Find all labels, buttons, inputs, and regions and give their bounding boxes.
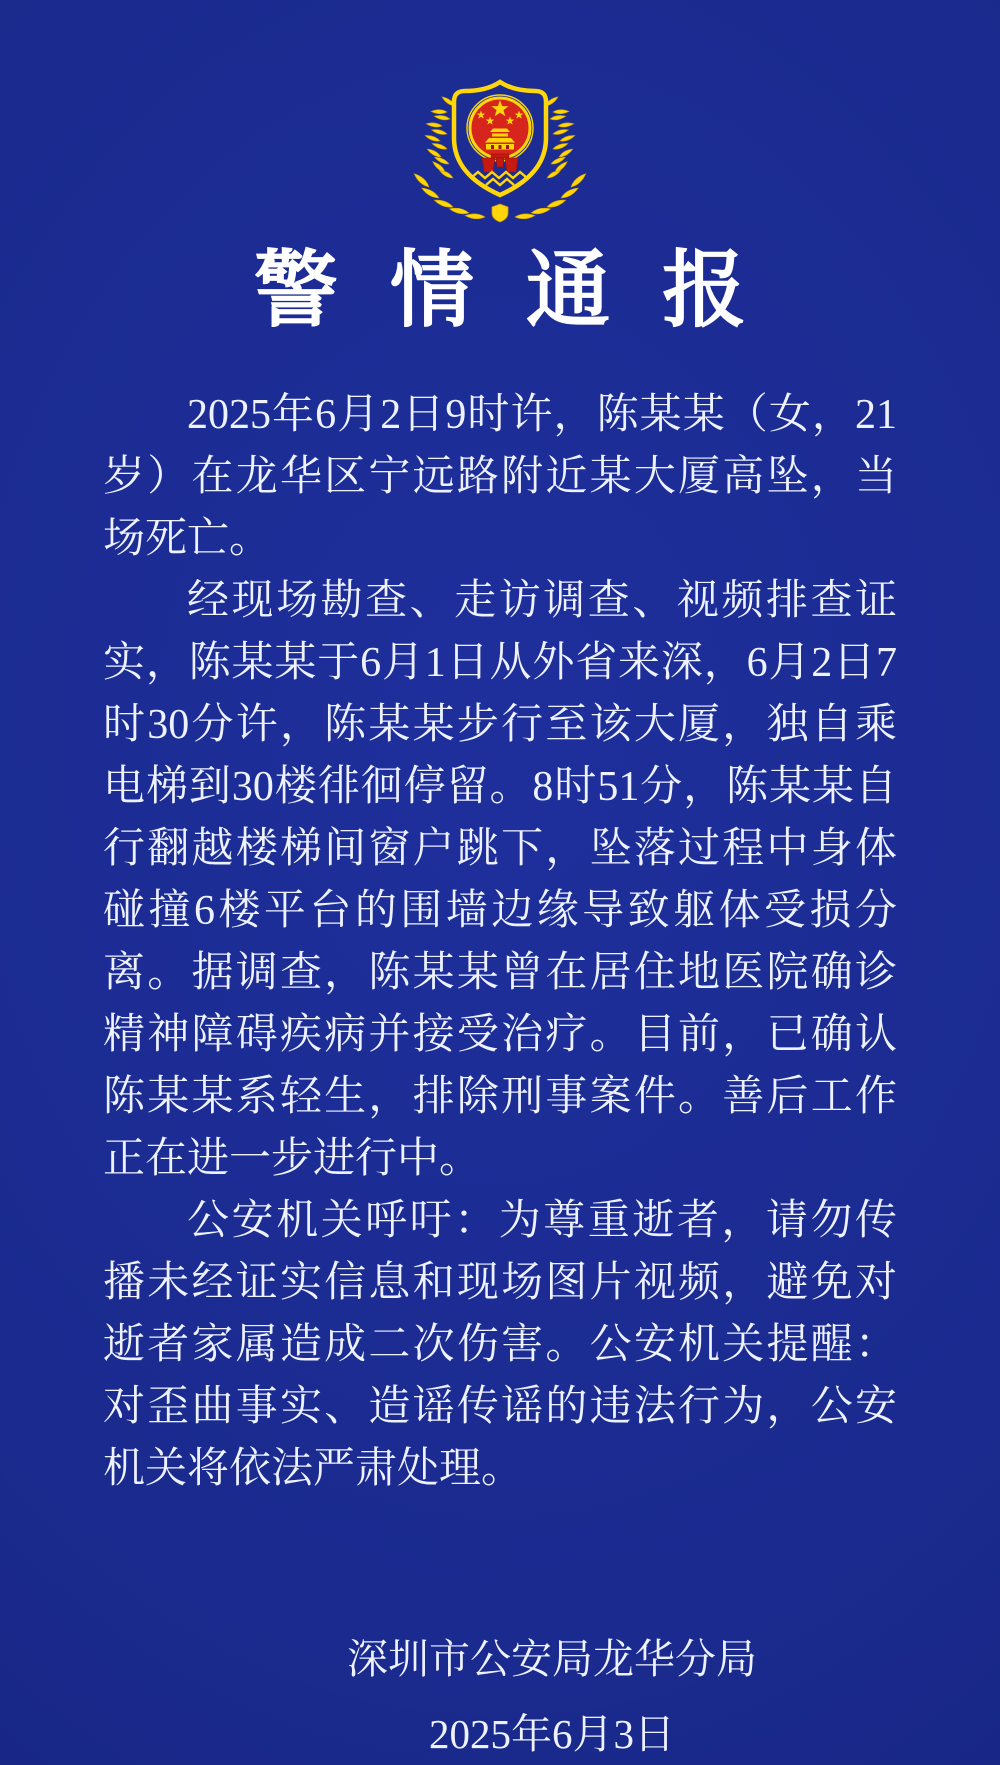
notice-title: 警情通报 bbox=[253, 245, 799, 338]
notice-paragraph-1: 2025年6月2日9时许，陈某某（女，21岁）在龙华区宁远路附近某大厦高坠，当场死亡。 bbox=[103, 392, 897, 563]
wreath-left bbox=[424, 95, 456, 180]
issuing-authority: 深圳市公安局龙华分局 bbox=[347, 1636, 757, 1683]
notice-paragraph-2: 经现场勘查、走访调查、视频排查证实，陈某某于6月1日从外省来深，6月2日7时30分许，陈某某步行至该大厦，独自乘电梯到30楼徘徊停留。8时51分，陈某某自行翻越楼梯间窗户跳下，坠落过程中身体碰撞6楼平台的围墙边缘导致躯体受损分离。据调查，陈某某曾在居住地医院确诊精神障碍疾病并接受治疗。目前，已确认陈某某系轻生，排除刑事案件。善后工作正在进一步进行中。 bbox=[103, 578, 897, 1183]
police-emblem bbox=[394, 74, 606, 234]
knot-shield bbox=[492, 204, 508, 222]
notice-body bbox=[103, 384, 897, 1500]
police-badge-icon bbox=[394, 74, 606, 234]
wreath-right bbox=[544, 95, 576, 180]
signature-block bbox=[52, 1628, 1000, 1765]
notice-paragraph-3: 公安机关呼吁：为尊重逝者，请勿传播未经证实信息和现场图片视频，避免对逝者家属造成二次伤害。公安机关提醒：对歪曲事实、造谣传谣的违法行为，公安机关将依法严肃处理。 bbox=[103, 1198, 897, 1493]
issue-date: 2025年6月3日 bbox=[429, 1711, 675, 1758]
